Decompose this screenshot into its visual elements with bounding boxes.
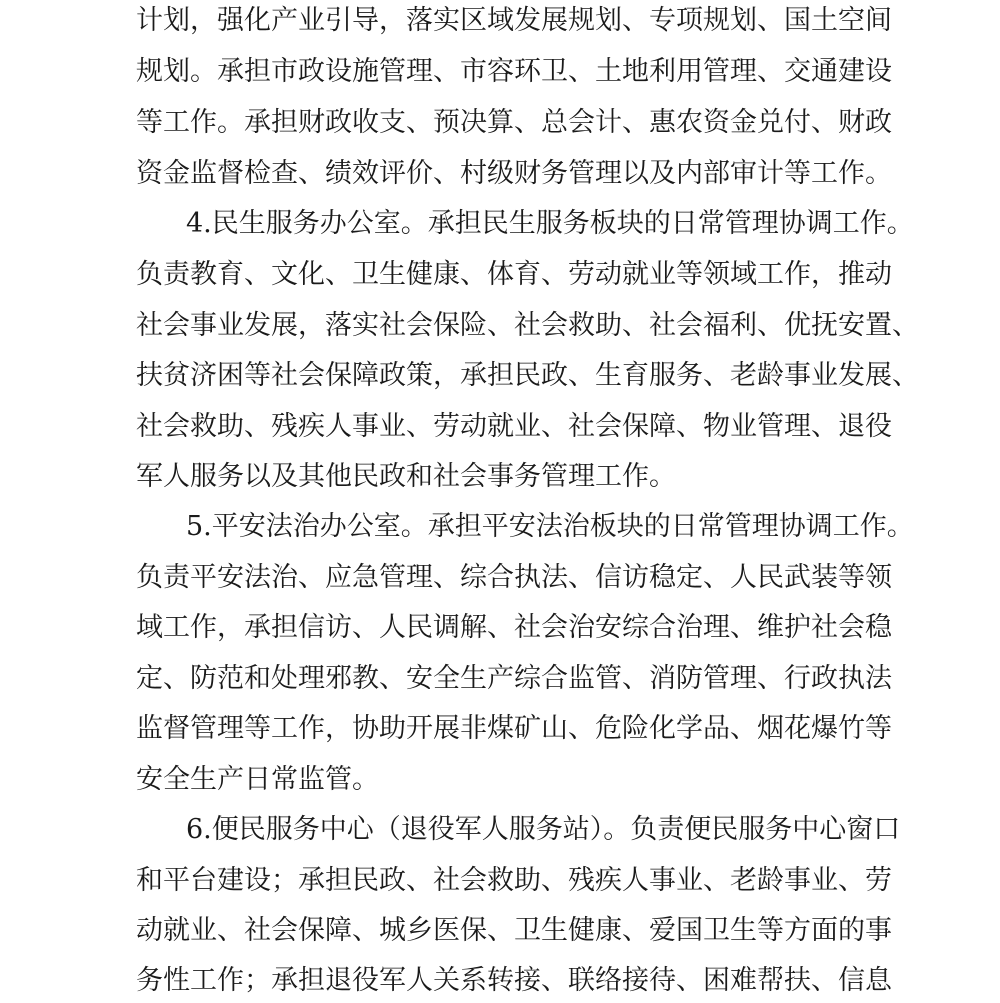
text-line: 务性工作；承担退役军人关系转接、联络接待、困难帮扶、信息 [136, 965, 892, 996]
text-line: 安全生产日常监管。 [136, 764, 379, 795]
text-line: 负责平安法治、应急管理、综合执法、信访稳定、人民武装等领 [136, 562, 892, 593]
section-heading-line: 4.民生服务办公室。承担民生服务板块的日常管理协调工作。 [186, 208, 914, 239]
text-line: 和平台建设；承担民政、社会救助、残疾人事业、老龄事业、劳 [136, 865, 892, 896]
text-line: 扶贫济困等社会保障政策，承担民政、生育服务、老龄事业发展、 [136, 360, 919, 391]
text-line: 规划。承担市政设施管理、市容环卫、土地利用管理、交通建设 [136, 56, 892, 87]
text-line: 计划，强化产业引导，落实区域发展规划、专项规划、国土空间 [136, 5, 892, 36]
text-line: 资金监督检查、绩效评价、村级财务管理以及内部审计等工作。 [136, 158, 892, 189]
text-line: 域工作，承担信访、人民调解、社会治安综合治理、维护社会稳 [136, 612, 892, 643]
text-line: 社会救助、残疾人事业、劳动就业、社会保障、物业管理、退役 [136, 411, 892, 442]
text-line: 负责教育、文化、卫生健康、体育、劳动就业等领域工作，推动 [136, 259, 892, 290]
section-heading-line: 6.便民服务中心（退役军人服务站）。负责便民服务中心窗口 [186, 814, 901, 845]
text-line: 等工作。承担财政收支、预决算、总会计、惠农资金兑付、财政 [136, 107, 892, 138]
text-line: 监督管理等工作，协助开展非煤矿山、危险化学品、烟花爆竹等 [136, 713, 892, 744]
text-line: 军人服务以及其他民政和社会事务管理工作。 [136, 461, 676, 492]
section-heading-line: 5.平安法治办公室。承担平安法治板块的日常管理协调工作。 [186, 511, 914, 542]
text-line: 社会事业发展，落实社会保险、社会救助、社会福利、优抚安置、 [136, 310, 919, 341]
text-line: 定、防范和处理邪教、安全生产综合监管、消防管理、行政执法 [136, 663, 892, 694]
text-line: 动就业、社会保障、城乡医保、卫生健康、爱国卫生等方面的事 [136, 915, 892, 946]
